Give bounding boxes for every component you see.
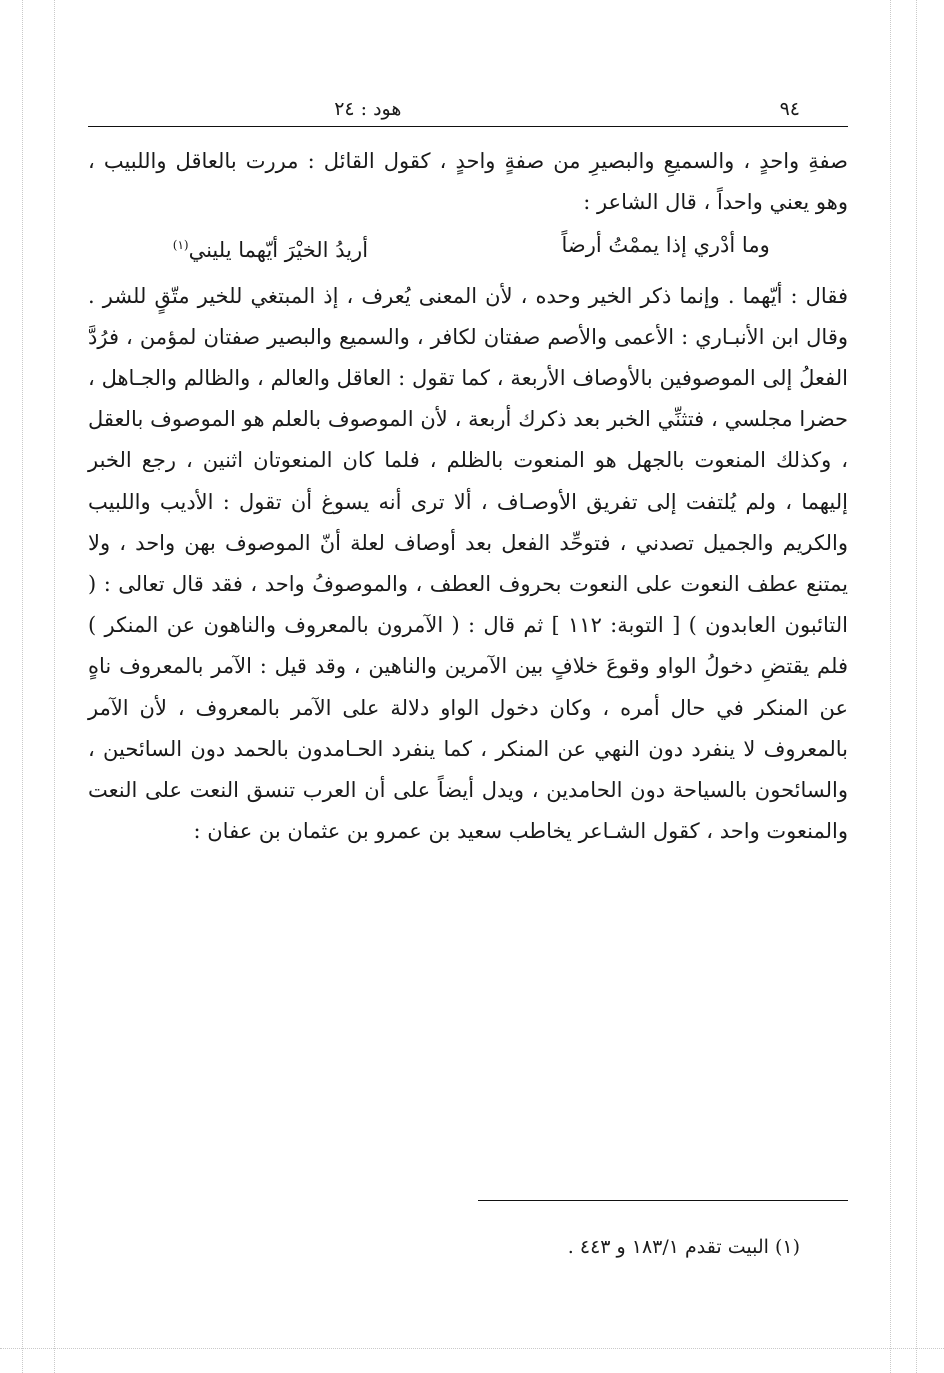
- running-title: هود : ٢٤: [334, 98, 402, 120]
- verse-first-hemistich: وما أدْري إذا يممْتُ أرضاً: [561, 233, 770, 258]
- page-header: [88, 78, 848, 127]
- footnote-divider: [478, 1200, 848, 1201]
- page-number: ٩٤: [779, 98, 800, 120]
- footnote-reference: (١): [172, 238, 189, 253]
- book-page: [88, 78, 848, 852]
- paragraph-intro: صفةِ واحدٍ ، والسميعِ والبصيرِ من صفةٍ واحدٍ ، كقول القائل : مررت بالعاقل واللبيب ، وهو يعني واحداً ، قال الشاعر :: [88, 149, 848, 215]
- scan-guide-line: [890, 0, 891, 1373]
- main-text: [88, 141, 848, 223]
- scan-guide-line: [22, 0, 23, 1373]
- footnote: (١) البيت تقدم ١٨٣/١ و ٤٤٣ .: [567, 1236, 800, 1258]
- scan-guide-line: [54, 0, 55, 1373]
- scan-guide-line: [0, 1348, 944, 1349]
- paragraph-commentary: فقال : أيّهما . وإنما ذكر الخير وحده ، لأن المعنى يُعرف ، إذ المبتغي للخير متّقٍ للشر . وقال ابن الأنبـاري : الأعمى والأصم صفتان لكافر ، والسميع والبصير صفتان لمؤمن ، فرُدَّ الفعلُ إلى الموصوفين بالأوصاف الأربعة ، كما تقول : العاقل والعالم ، والظالم والجـاهل ، حضرا مجلسي ، فتثنِّي الخبر بعد ذكرك أربعة ، لأن الموصوف بالعلم هو الموصوف بالعقل ، وكذلك المنعوت بالجهل هو المنعوت بالظلم ، فلما كان المنعوتان اثنين ، رجع الخبر إليهما ، ولم يُلتفت إلى تفريق الأوصـاف ، ألا ترى أنه يسوغ أن تقول : الأديب واللبيب والكريم والجميل تصدني ، فتوحِّد الفعل بعد أوصاف لعلة أنّ الموصوف بهن واحد ، ولا يمتنع عطف النعوت على النعوت بحروف العطف ، والموصوفُ واحد ، فقد قال تعالى : ( التائبون العابدون ) [ التوبة: ١١٢ ] ثم قال : ( الآمرون بالمعروف والناهون عن المنكر ) فلم يقتضِ دخولُ الواو وقوعَ خلافٍ بين الآمرين والناهين ، وقد قيل : الآمر بالمعروف ناهٍ عن المنكر في حال أمره ، وكان دخول الواو دلالة على الآمر بالمعروف ، لأن الآمر بالمعروف لا ينفرد دون النهي عن المنكر ، كما ينفرد الحـامدون بالحمد دون السائحين ، والسائحون بالسياحة دون الحامدين ، ويدل أيضاً على أن العرب تنسق النعت على النعت والمنعوت واحد ، كقول الشـاعر يخاطب سعيد بن عمرو بن عثمان بن عفان :: [88, 283, 848, 844]
- scan-guide-line: [916, 0, 917, 1373]
- verse-second-hemistich: أريدُ الخيْرَ أيّهما يليني$^{(١)}$: [172, 238, 369, 263]
- main-text-continued: [88, 276, 848, 853]
- poetry-verse: [88, 223, 848, 275]
